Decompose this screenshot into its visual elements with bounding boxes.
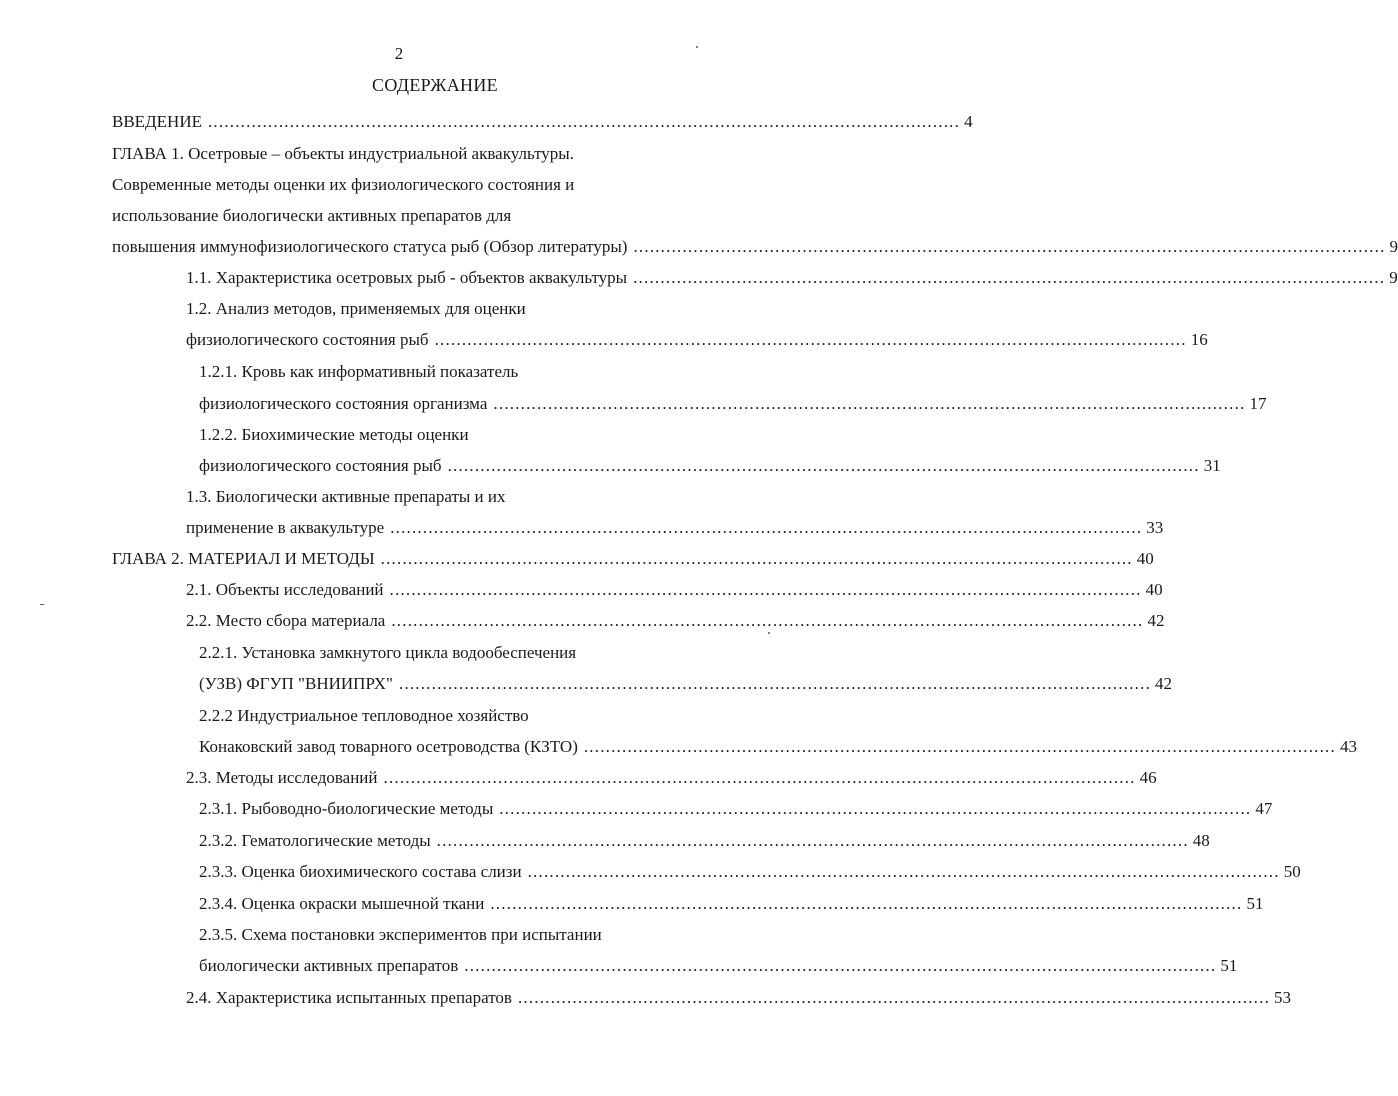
leader-dots: .......................................................................................................................................... bbox=[633, 237, 1386, 256]
scan-speck bbox=[696, 46, 698, 48]
leader-dots: .......................................................................................................................................... bbox=[499, 799, 1252, 818]
toc-entry-chapter2 bbox=[112, 548, 1154, 570]
toc-entry-page: 43 bbox=[1339, 737, 1357, 756]
scan-speck bbox=[40, 604, 44, 605]
toc-entry-page: 40 bbox=[1145, 580, 1163, 599]
toc-entry-text: 2.1. Объекты исследований bbox=[186, 580, 384, 599]
toc-entry-text: 1.2.2. Биохимические методы оценки bbox=[199, 425, 469, 444]
toc-entry-chapter1-line4 bbox=[112, 236, 1398, 258]
toc-entry-text: физиологического состояния рыб bbox=[186, 330, 429, 349]
toc-entry-2-2-1-line2 bbox=[199, 673, 1173, 695]
leader-dots: .......................................................................................................................................... bbox=[391, 611, 1144, 630]
toc-entry-text: ВВЕДЕНИЕ bbox=[112, 112, 202, 131]
leader-dots: .......................................................................................................................................... bbox=[517, 988, 1271, 1007]
toc-entry-intro bbox=[112, 111, 973, 133]
toc-entry-page: 33 bbox=[1146, 518, 1164, 537]
toc-entry-2-3-5-line1 bbox=[199, 924, 760, 946]
toc-entry-chapter1-line1 bbox=[112, 143, 760, 165]
toc-entry-2-3-3 bbox=[199, 861, 1301, 883]
toc-entry-page: 46 bbox=[1139, 768, 1157, 787]
toc-entry-text: 2.3.2. Гематологические методы bbox=[199, 831, 431, 850]
toc-entry-2-2-2-line1 bbox=[199, 705, 760, 727]
leader-dots: .......................................................................................................................................... bbox=[447, 456, 1200, 475]
toc-entry-page: 9 bbox=[1389, 237, 1398, 256]
toc-entry-text: применение в аквакультуре bbox=[186, 518, 385, 537]
toc-entry-2-2 bbox=[186, 610, 1165, 632]
toc-entry-1-2-line1 bbox=[186, 298, 760, 320]
toc-entry-page: 31 bbox=[1203, 456, 1221, 475]
toc-entry-page: 48 bbox=[1192, 831, 1210, 850]
leader-dots: .......................................................................................................................................... bbox=[398, 674, 1152, 693]
toc-entry-text: Конаковский завод товарного осетроводства (КЗТО) bbox=[199, 737, 578, 756]
toc-entry-1-2-1-line2 bbox=[199, 393, 1267, 415]
toc-entry-text: 2.2.1. Установка замкнутого цикла водообеспечения bbox=[199, 643, 577, 662]
toc-entry-chapter1-line3 bbox=[112, 205, 760, 227]
toc-entry-1-2-2-line2 bbox=[199, 455, 1221, 477]
toc-entry-text: ГЛАВА 1. Осетровые – объекты индустриальной аквакультуры. bbox=[112, 144, 574, 163]
toc-entry-page: 47 bbox=[1255, 799, 1273, 818]
toc-entry-text: использование биологически активных препаратов для bbox=[112, 206, 512, 225]
page-number: 2 bbox=[394, 44, 404, 63]
leader-dots: .......................................................................................................................................... bbox=[380, 549, 1133, 568]
toc-entry-2-3-4 bbox=[199, 893, 1264, 915]
toc-entry-page: 53 bbox=[1274, 988, 1292, 1007]
toc-entry-2-4 bbox=[186, 987, 1292, 1009]
toc-entry-page: 51 bbox=[1220, 956, 1238, 975]
leader-dots: .......................................................................................................................................... bbox=[633, 268, 1386, 287]
toc-entry-text: 2.3.4. Оценка окраски мышечной ткани bbox=[199, 894, 485, 913]
toc-entry-1-1 bbox=[186, 267, 1398, 289]
toc-entry-2-1 bbox=[186, 579, 1163, 601]
toc-entry-text: биологически активных препаратов bbox=[199, 956, 459, 975]
toc-entry-2-3-5-line2 bbox=[199, 955, 1238, 977]
toc-entry-text: 2.2.2 Индустриальное тепловодное хозяйство bbox=[199, 706, 529, 725]
toc-entry-page: 50 bbox=[1283, 862, 1301, 881]
leader-dots: .......................................................................................................................................... bbox=[383, 768, 1136, 787]
toc-entry-1-2-1-line1 bbox=[199, 361, 760, 383]
toc-entry-page: 42 bbox=[1147, 611, 1165, 630]
toc-entry-1-3-line2 bbox=[186, 517, 1164, 539]
toc-entry-1-2-2-line1 bbox=[199, 424, 760, 446]
toc-entry-text: ГЛАВА 2. МАТЕРИАЛ И МЕТОДЫ bbox=[112, 549, 375, 568]
toc-entry-text: физиологического состояния рыб bbox=[199, 456, 442, 475]
leader-dots: .......................................................................................................................................... bbox=[464, 956, 1217, 975]
toc-entry-text: 2.3.3. Оценка биохимического состава слизи bbox=[199, 862, 522, 881]
toc-entry-2-2-1-line1 bbox=[199, 642, 760, 664]
toc-entry-text: 2.3. Методы исследований bbox=[186, 768, 378, 787]
toc-entry-text: 2.2. Место сбора материала bbox=[186, 611, 386, 630]
toc-entry-2-2-2-line2 bbox=[199, 736, 1357, 758]
toc-entry-page: 16 bbox=[1190, 330, 1208, 349]
toc-entry-page: 51 bbox=[1246, 894, 1264, 913]
leader-dots: .......................................................................................................................................... bbox=[583, 737, 1336, 756]
leader-dots: .......................................................................................................................................... bbox=[493, 394, 1246, 413]
toc-entry-text: 1.1. Характеристика осетровых рыб - объектов аквакультуры bbox=[186, 268, 628, 287]
leader-dots: .......................................................................................................................................... bbox=[490, 894, 1243, 913]
scan-speck bbox=[768, 632, 770, 634]
toc-entry-text: 1.2. Анализ методов, применяемых для оценки bbox=[186, 299, 526, 318]
toc-entry-page: 42 bbox=[1155, 674, 1173, 693]
toc-entry-2-3-2 bbox=[199, 830, 1210, 852]
toc-entry-chapter1-line2 bbox=[112, 174, 760, 196]
toc-entry-text: 2.4. Характеристика испытанных препаратов bbox=[186, 988, 512, 1007]
toc-entry-text: (УЗВ) ФГУП "ВНИИПРХ" bbox=[199, 674, 393, 693]
leader-dots: .......................................................................................................................................... bbox=[390, 518, 1143, 537]
toc-entry-1-2-line2 bbox=[186, 329, 1208, 351]
toc-entry-text: 1.2.1. Кровь как информативный показатель bbox=[199, 362, 519, 381]
toc-entry-2-3 bbox=[186, 767, 1157, 789]
toc-entry-page: 17 bbox=[1249, 394, 1267, 413]
toc-entry-page: 9 bbox=[1389, 268, 1398, 287]
toc-entry-text: повышения иммунофизиологического статуса рыб (Обзор литературы) bbox=[112, 237, 628, 256]
page-title: СОДЕРЖАНИЕ bbox=[372, 75, 498, 95]
toc-entry-1-3-line1 bbox=[186, 486, 760, 508]
leader-dots: .......................................................................................................................................... bbox=[389, 580, 1142, 599]
toc-entry-page: 40 bbox=[1136, 549, 1154, 568]
toc-entry-text: 2.3.1. Рыбоводно-биологические методы bbox=[199, 799, 494, 818]
toc-entry-text: 2.3.5. Схема постановки экспериментов при испытании bbox=[199, 925, 602, 944]
leader-dots: .......................................................................................................................................... bbox=[436, 831, 1189, 850]
toc-entry-text: 1.3. Биологически активные препараты и их bbox=[186, 487, 506, 506]
toc-entry-page: 4 bbox=[964, 112, 973, 131]
toc-entry-text: физиологического состояния организма bbox=[199, 394, 488, 413]
toc-entry-text: Современные методы оценки их физиологического состояния и bbox=[112, 175, 575, 194]
leader-dots: .......................................................................................................................................... bbox=[527, 862, 1280, 881]
leader-dots: .......................................................................................................................................... bbox=[434, 330, 1187, 349]
leader-dots: .......................................................................................................................................... bbox=[207, 112, 961, 131]
toc-entry-2-3-1 bbox=[199, 798, 1273, 820]
